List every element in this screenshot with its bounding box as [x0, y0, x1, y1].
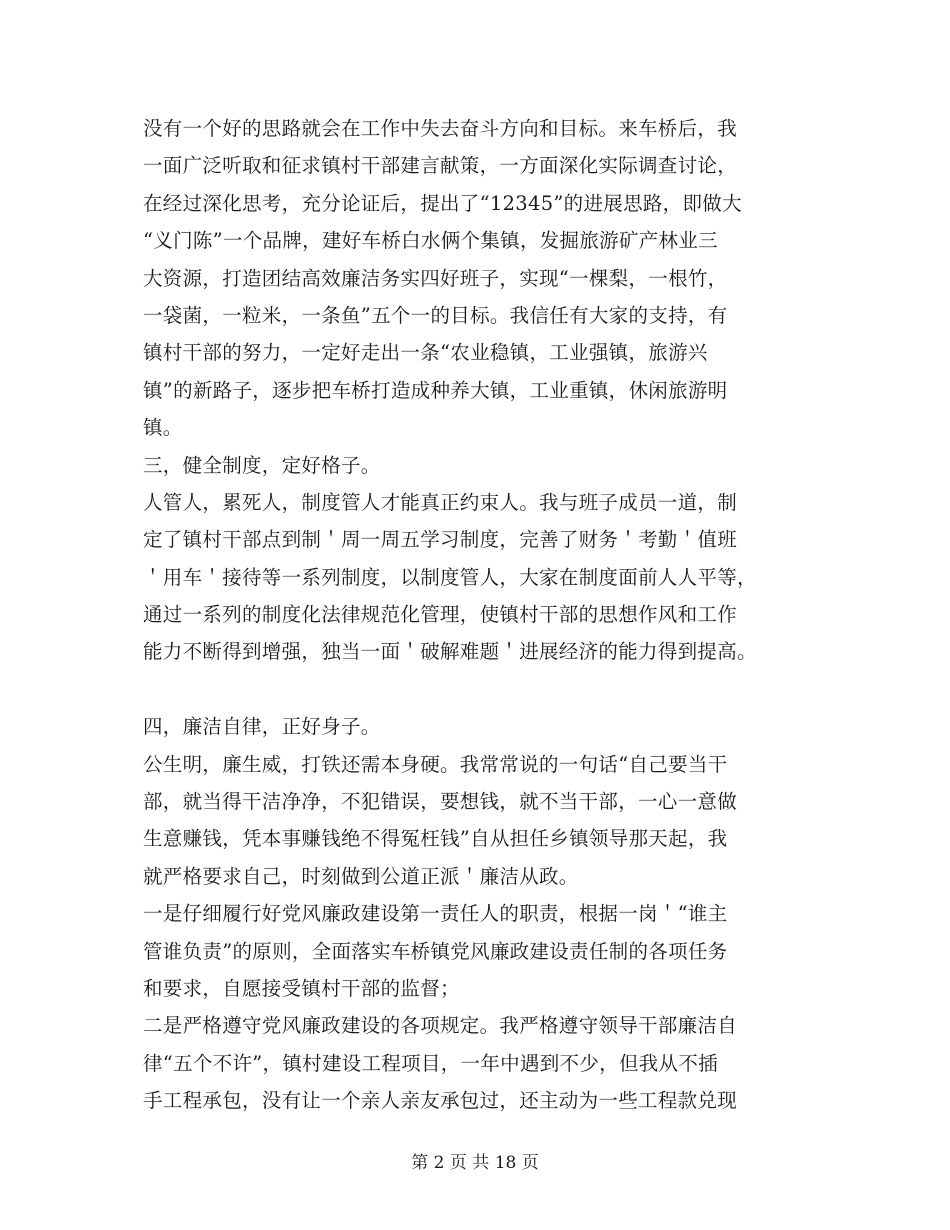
text-line: 能力不断得到增强，独当一面＇破解难题＇进展经济的能力得到提高。	[143, 640, 757, 664]
text-line: 部，就当得干洁净净，不犯错误，要想钱，就不当干部，一心一意做	[143, 790, 738, 814]
text-line: 生意赚钱，凭本事赚钱绝不得冤枉钱”自从担任乡镇领导那天起，我	[143, 827, 728, 851]
text-line: 一袋菌，一粒米，一条鱼”五个一的目标。我信任有大家的支持，有	[143, 303, 728, 327]
text-line: 一是仔细履行好党风廉政建设第一责任人的职责，根据一岗＇“谁主	[143, 902, 728, 926]
text-line: 手工程承包，没有让一个亲人亲友承包过，还主动为一些工程款兑现	[143, 1089, 738, 1113]
text-line: 二是严格遵守党风廉政建设的各项规定。我严格遵守领导干部廉洁自	[143, 1014, 738, 1038]
text-line: 管谁负责”的原则，全面落实车桥镇党风廉政建设责任制的各项任务	[143, 939, 728, 963]
text-line: “义门陈”一个品牌，建好车桥白水俩个集镇，发掘旅游矿产林业三	[143, 229, 718, 253]
text-line: 没有一个好的思路就会在工作中失去奋斗方向和目标。来车桥后，我	[143, 117, 738, 140]
text-line: 和要求，自愿接受镇村干部的监督；	[143, 976, 460, 1000]
text-line: 通过一系列的制度化法律规范化管理，使镇村干部的思想作风和工作	[143, 603, 738, 627]
text-line: 一面广泛听取和征求镇村干部建言献策，一方面深化实际调查讨论，	[143, 154, 738, 178]
text-line: 人管人，累死人，制度管人才能真正约束人。我与班子成员一道，制	[143, 490, 738, 514]
text-line: 定了镇村干部点到制＇周一周五学习制度，完善了财务＇考勤＇值班	[143, 528, 738, 552]
text-line: 四，廉洁自律，正好身子。	[143, 715, 381, 739]
blank-line	[143, 671, 808, 708]
text-line: 律“五个不许”，镇村建设工程项目，一年中遇到不少，但我从不插	[143, 1051, 718, 1075]
document-body	[143, 110, 808, 1120]
text-line: ＇用车＇接待等一系列制度，以制度管人，大家在制度面前人人平等，	[143, 565, 757, 589]
text-line: 镇”的新路子，逐步把车桥打造成种养大镇，工业重镇，休闲旅游明	[143, 378, 728, 402]
text-line: 就严格要求自己，时刻做到公道正派＇廉洁从政。	[143, 864, 579, 888]
text-line: 公生明，廉生威，打铁还需本身硬。我常常说的一句话“自己要当干	[143, 752, 728, 776]
text-line: 在经过深化思考，充分论证后，提出了“12345”的进展思路，即做大	[143, 191, 742, 215]
text-line: 大资源，打造团结高效廉洁务实四好班子，实现“一棵梨，一根竹，	[143, 266, 728, 290]
page-footer: 第 2 页 共 18 页	[411, 1153, 539, 1173]
text-line: 镇村干部的努力，一定好走出一条“农业稳镇，工业强镇，旅游兴	[143, 341, 708, 365]
text-line: 三，健全制度，定好格子。	[143, 453, 381, 477]
text-line: 镇。	[143, 416, 183, 440]
